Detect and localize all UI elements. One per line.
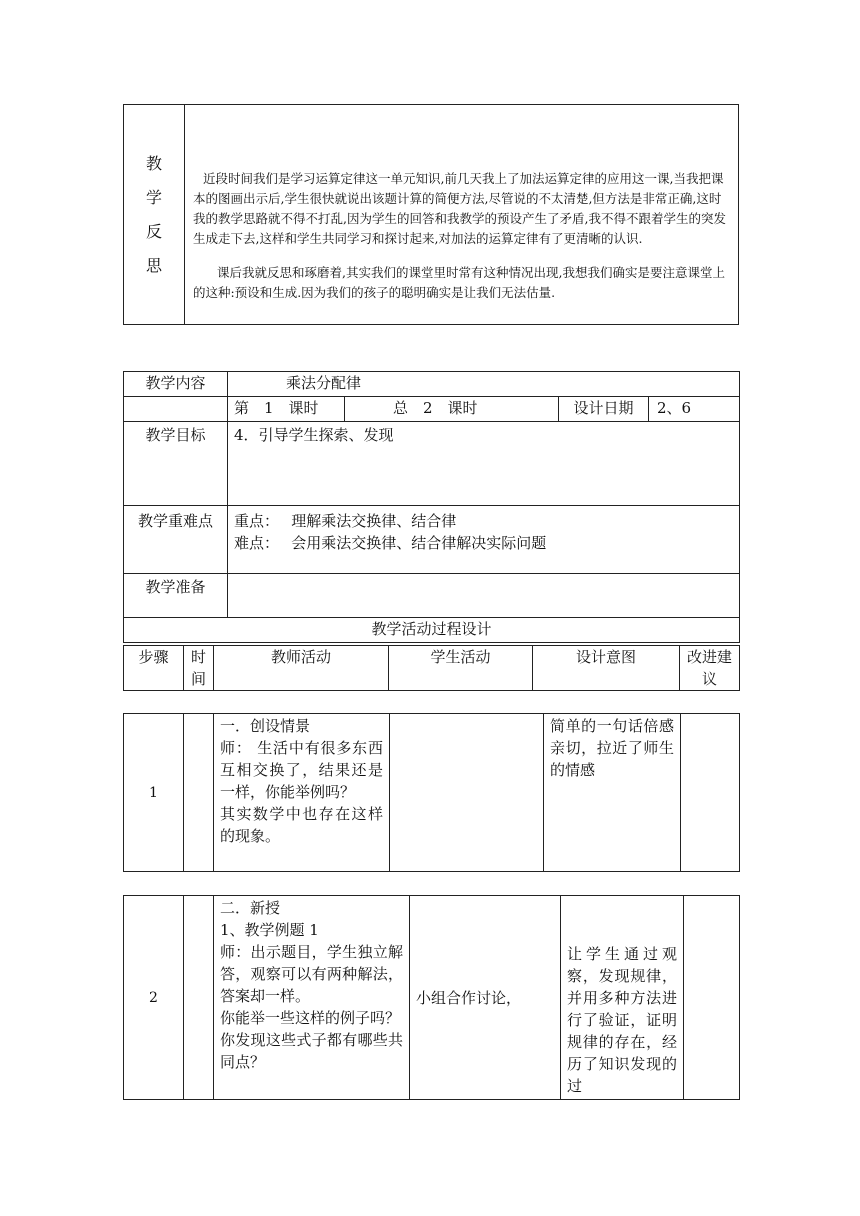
step-2-table (123, 895, 740, 1100)
improvement-suggestion (681, 714, 740, 872)
student-activity (390, 714, 544, 872)
step-number: 2 (124, 896, 184, 1100)
header-student: 学生活动 (389, 646, 533, 691)
header-time: 时间 (184, 646, 214, 691)
process-header-table (123, 645, 740, 691)
prep-label: 教学准备 (124, 574, 228, 618)
content-value: 乘法分配律 (228, 372, 740, 397)
header-step: 步骤 (124, 646, 184, 691)
teacher-activity: 二．新授 1、教学例题 1 师：出示题目，学生独立解答，观察可以有两种解法，答案却一样。 你能举一些这样的例子吗？ 你发现这些式子都有哪些共同点？ (214, 896, 410, 1100)
header-teacher: 教师活动 (214, 646, 389, 691)
key-points (228, 506, 740, 574)
header-intent: 设计意图 (533, 646, 680, 691)
blank-cell (124, 397, 228, 422)
key-point: 重点： 理解乘法交换律、结合律 (234, 512, 457, 530)
step-1-table (123, 713, 740, 872)
goal-value: 4．引导学生探索、发现 (228, 422, 740, 506)
reflection-label: 教 学 反 思 (124, 105, 185, 325)
step-number: 1 (124, 714, 184, 872)
key-label: 教学重难点 (124, 506, 228, 574)
content-label: 教学内容 (124, 372, 228, 397)
reflection-table (123, 104, 739, 325)
header-suggestion: 改进建议 (680, 646, 740, 691)
teacher-activity: 一．创设情景 师： 生活中有很多东西互相交换了，结果还是一样，你能举例吗？ 其实数学中也存在这样的现象。 (214, 714, 390, 872)
date-label: 设计日期 (559, 397, 649, 422)
lesson-plan-table (123, 371, 740, 643)
lesson-number: 第 1 课时 (228, 397, 345, 422)
step-time (184, 714, 214, 872)
date-value: 2、6 (649, 397, 740, 422)
design-intent: 让学生通过观察，发现规律，并用多种方法进行了验证，证明规律的存在，经历了知识发现的过 (561, 896, 684, 1100)
reflection-paragraph-1: 近段时间我们是学习运算定律这一单元知识,前几天我上了加法运算定律的应用这一课,当我把课本的图画出示后,学生很快就说出该题计算的简便方法,尽管说的不太清楚,但方法是非常正确,这时我的教学思路就不得不打乱,因为学生的回答和我教学的预设产生了矛盾,我不得不跟着学生的突发生成走下去,这样和学生共同学习和探讨起来,对加法的运算定律有了更清晰的认识. (193, 171, 726, 246)
reflection-paragraph-2: 课后我就反思和琢磨着,其实我们的课堂里时常有这种情况出现,我想我们确实是要注意课堂上的这种:预设和生成.因为我们的孩子的聪明确实是让我们无法估量. (193, 265, 725, 300)
improvement-suggestion (684, 896, 740, 1100)
hard-point: 难点： 会用乘法交换律、结合律解决实际问题 (234, 534, 547, 552)
lesson-total: 总 2 课时 (345, 397, 559, 422)
design-intent: 简单的一句话倍感亲切，拉近了师生的情感 (544, 714, 681, 872)
prep-value (228, 574, 740, 618)
step-time (184, 896, 214, 1100)
student-activity: 小组合作讨论， (410, 896, 561, 1100)
reflection-body (185, 105, 739, 325)
process-title: 教学活动过程设计 (124, 618, 740, 643)
goal-label: 教学目标 (124, 422, 228, 506)
